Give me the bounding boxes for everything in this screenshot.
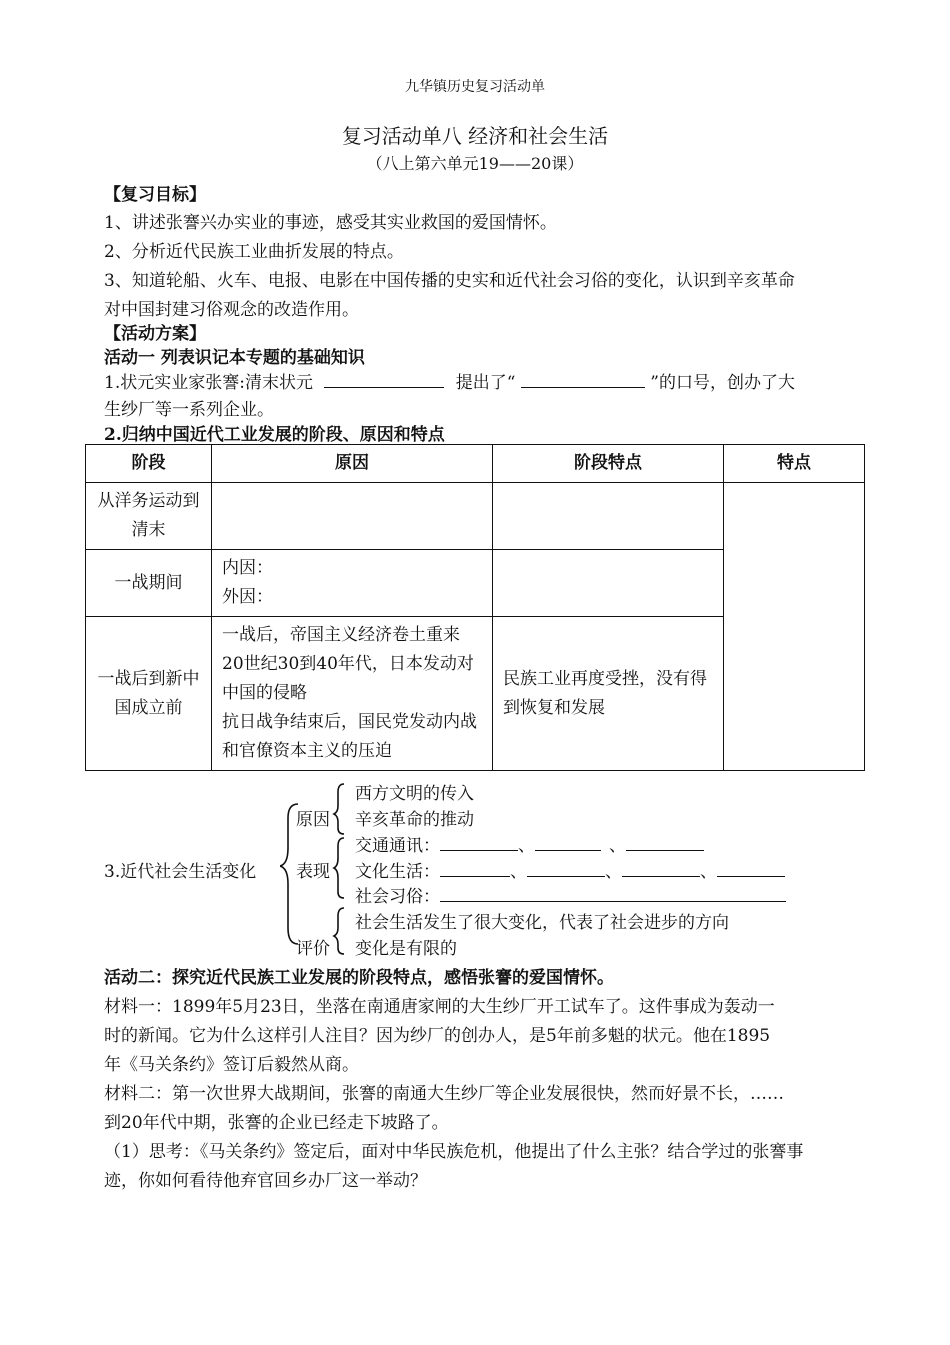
goals-heading: 【复习目标】 [104,185,206,205]
answer-blank[interactable] [440,860,510,877]
page-title: 复习活动单八 经济和社会生活 [341,124,609,148]
q1-part-a: 1.状元实业家张謇:清末状元 [104,373,313,393]
material-2-line: 材料二：第一次世界大战期间，张謇的南通大生纱厂等企业发展很快，然而好景不长，…… [104,1084,784,1104]
answer-blank[interactable] [527,860,605,877]
cell-stage: 从洋务运动到清末 [86,483,212,550]
th-stage: 阶段 [86,445,212,483]
cell-feature[interactable] [493,483,724,550]
answer-blank[interactable] [521,369,645,388]
answer-blank[interactable] [626,834,704,851]
activity1-heading: 活动一 列表识记本专题的基础知识 [104,348,365,368]
cell-stage: 一战后到新中国成立前 [86,617,212,771]
reason-label: 原因 [296,810,330,830]
answer-blank[interactable] [440,834,518,851]
cell-reason[interactable] [212,483,493,550]
material-1-line: 年《马关条约》签订后毅然从商。 [104,1055,359,1075]
reason-line: 一战后，帝国主义经济卷土重来 [222,625,460,645]
q1-part-b: 提出了“ [455,373,516,393]
industry-table [85,444,865,771]
th-reason: 原因 [212,445,493,483]
reason-line: 20世纪30到40年代，日本发动对中国的侵略 [222,654,474,703]
th-stage-feature: 阶段特点 [493,445,724,483]
sep: 、 [605,862,622,882]
question-line: 迹，你如何看待他弃官回乡办厂这一举动？ [104,1171,427,1191]
answer-blank[interactable] [324,369,444,388]
page-header: 九华镇历史复习活动单 [405,79,545,95]
th-feature: 特点 [724,445,865,483]
show-label: 表现 [296,862,330,882]
cell-stage: 一战期间 [86,550,212,617]
q1-part-d: 生纱厂等一系列企业。 [104,400,274,420]
answer-blank[interactable] [535,834,601,851]
sep: 、 [510,862,527,882]
cell-reason [212,617,493,771]
cell-reason [212,550,493,617]
sep: 、 [700,862,717,882]
cell-overall-feature[interactable] [724,483,865,771]
material-1-line: 材料一：1899年5月23日，坐落在南通唐家闸的大生纱厂开工试车了。这件事成为轰动一 [104,997,775,1017]
custom-line [355,882,786,907]
question-1 [104,368,795,393]
cell-feature: 民族工业再度受挫，没有得到恢复和发展 [493,617,724,771]
activity2-heading: 活动二：探究近代民族工业发展的阶段特点，感悟张謇的爱国情怀。 [104,968,614,988]
page-subtitle: （八上第六单元19——20课） [366,154,584,173]
answer-blank[interactable] [717,860,785,877]
traffic-label: 交通通讯： [355,836,440,856]
plan-heading: 【活动方案】 [104,324,206,344]
reason-line: 抗日战争结束后，国民党发动内战和官僚资本主义的压迫 [222,712,477,761]
reason-line: 内因： [222,558,273,578]
social-label: 3.近代社会生活变化 [104,862,257,882]
traffic-line [355,831,704,856]
custom-label: 社会习俗： [355,887,440,907]
goal-item: 1、讲述张謇兴办实业的事迹，感受其实业救国的爱国情怀。 [104,213,557,233]
table-header-row [86,445,865,483]
q1-part-c: ”的口号，创办了大 [650,373,795,393]
eval-item: 社会生活发生了很大变化，代表了社会进步的方向 [355,913,729,933]
reason-item: 西方文明的传入 [355,784,474,804]
answer-blank[interactable] [622,860,700,877]
answer-blank[interactable] [440,885,786,902]
question-2: 2.归纳中国近代工业发展的阶段、原因和特点 [104,425,445,445]
culture-label: 文化生活： [355,862,440,882]
eval-item: 变化是有限的 [355,939,457,959]
goal-item: 2、分析近代民族工业曲折发展的特点。 [104,242,404,262]
material-2-line: 到20年代中期，张謇的企业已经走下坡路了。 [104,1113,449,1133]
table-row [86,483,865,550]
eval-label: 评价 [296,939,330,959]
question-line: （1）思考：《马关条约》签定后，面对中华民族危机，他提出了什么主张？结合学过的张謇事 [104,1142,804,1162]
material-1-line: 时的新闻。它为什么这样引人注目？因为纱厂的创办人，是5年前多魁的状元。他在1895 [104,1026,771,1046]
reason-item: 辛亥革命的推动 [355,810,474,830]
culture-line [355,857,785,882]
sep: 、 [609,836,626,856]
goal-item: 对中国封建习俗观念的改造作用。 [104,300,359,320]
goal-item: 3、知道轮船、火车、电报、电影在中国传播的史实和近代社会习俗的变化，认识到辛亥革命 [104,271,795,291]
sep: 、 [518,836,535,856]
cell-feature[interactable] [493,550,724,617]
reason-line: 外因： [222,587,273,607]
